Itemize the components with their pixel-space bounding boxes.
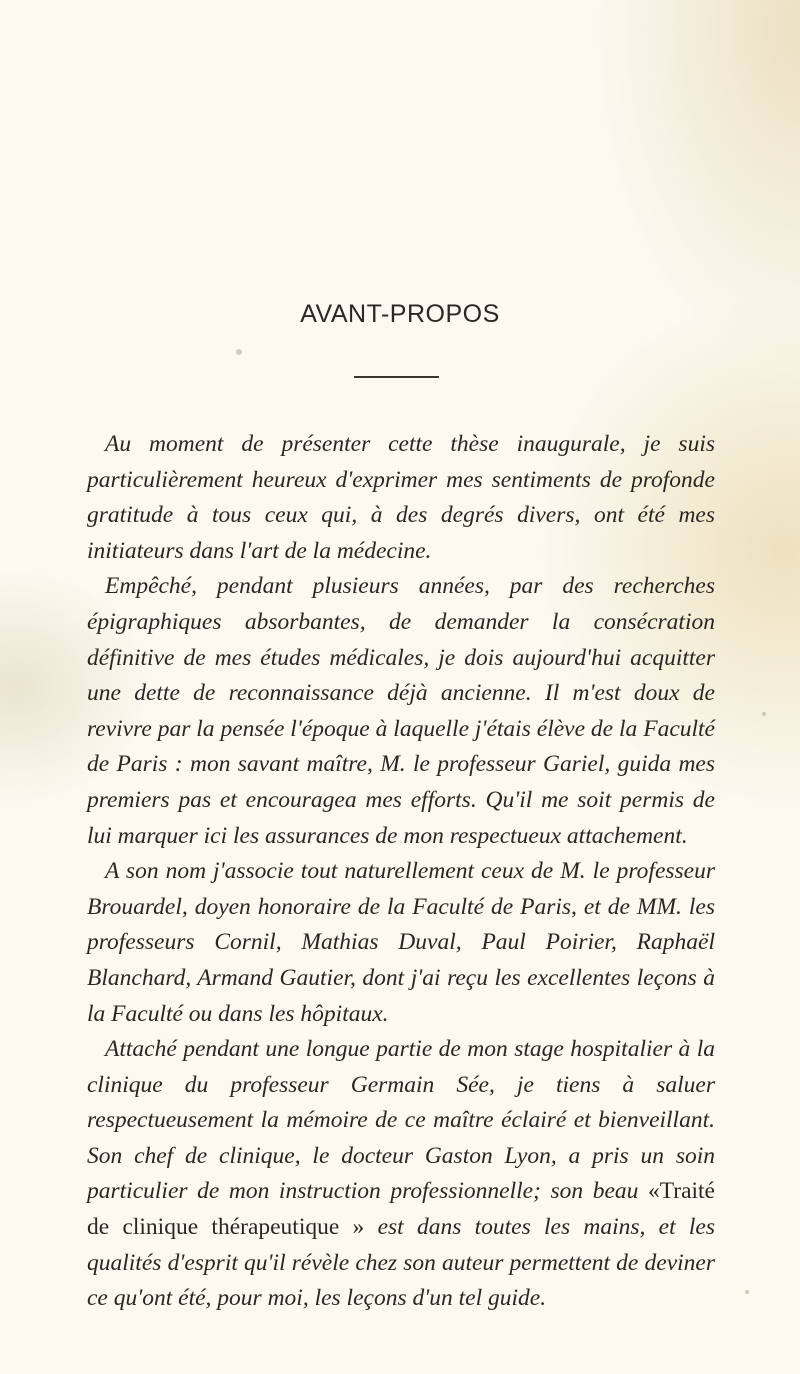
- paragraph-4: [87, 1032, 715, 1317]
- book-title: «Traité de clinique thérapeutique »: [87, 1178, 715, 1241]
- paragraph-2: Empêché, pendant plusieurs années, par des recherches épigraphiques absorbantes, de demander la consécration définitive de mes études médicales, je dois aujourd'hui acquitter une dette de reconnaissance déjà ancienne. Il m'est doux de revivre par la pensée l'époque à laquelle j'étais élève de la Faculté de Paris : mon savant maître, M. le professeur Gariel, guida mes premiers pas et encouragea mes efforts. Qu'il me soit permis de lui marquer ici les assurances de mon respectueux attachement.: [87, 573, 715, 849]
- paragraph-4-part-2: est dans toutes les mains, et les qualités d'esprit qu'il révèle chez son auteur permettent de deviner ce qu'ont été, pour moi, les leçons d'un tel guide.: [87, 1214, 715, 1312]
- page-title: AVANT-PROPOS: [300, 300, 500, 328]
- paper-speck: [745, 1290, 749, 1294]
- body-text: [87, 427, 715, 1317]
- title-divider: [354, 376, 439, 378]
- paragraph-3: A son nom j'associe tout naturellement ceux de M. le professeur Brouardel, doyen honoraire de la Faculté de Paris, et de MM. les professeurs Cornil, Mathias Duval, Paul Poirier, Raphaël Blanchard, Armand Gautier, dont j'ai reçu les excellentes leçons à la Faculté ou dans les hôpitaux.: [87, 858, 715, 1027]
- paper-speck: [236, 349, 242, 355]
- paragraph-4-part-1: Attaché pendant une longue partie de mon stage hospitalier à la clinique du professeur Germain Sée, je tiens à saluer respectueusement la mémoire de ce maître éclairé et bienveillant. Son chef de clinique, le docteur Gaston Lyon, a pris un soin particulier de mon instruction professionnelle; son beau: [87, 1036, 715, 1205]
- paragraph-1: Au moment de présenter cette thèse inaugurale, je suis particulièrement heureux d'exprimer mes sentiments de profonde gratitude à tous ceux qui, à des degrés divers, ont été mes initiateurs dans l'art de la médecine.: [87, 431, 715, 564]
- paper-speck: [762, 712, 766, 716]
